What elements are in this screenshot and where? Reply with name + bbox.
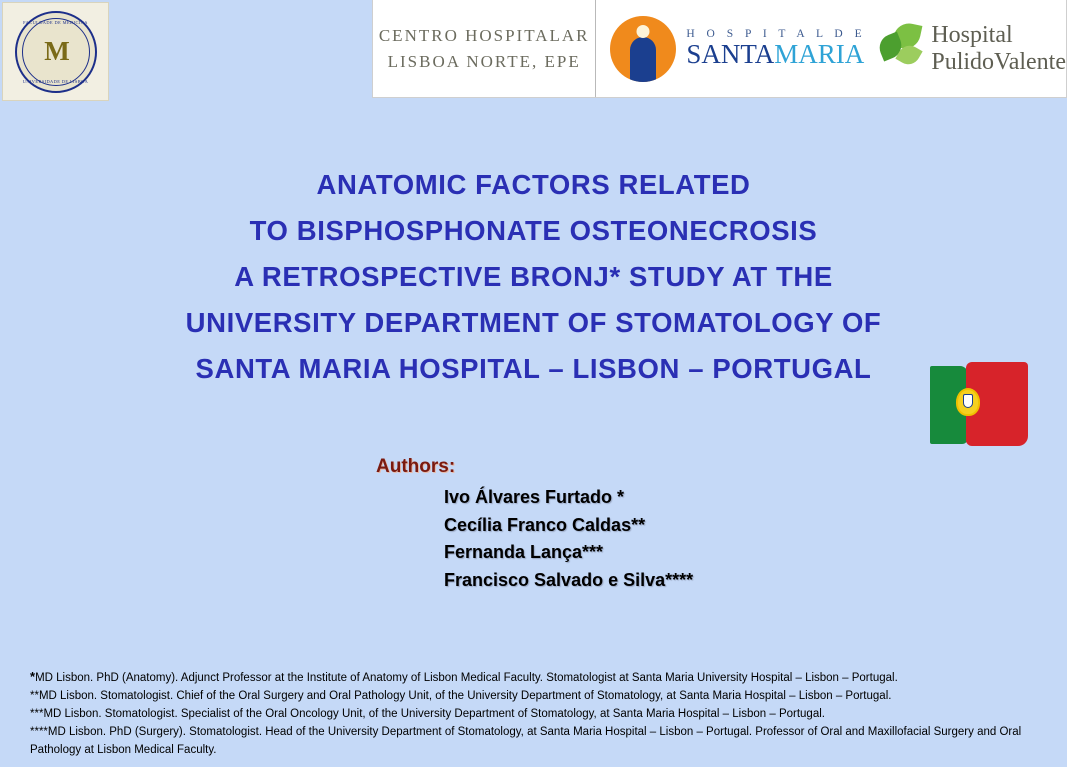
header-logos-band [0,0,1067,103]
footnote-1-marker: * [30,669,36,684]
centro-hospitalar-lisboa-norte-logo [373,0,596,97]
title-line-4: UNIVERSITY DEPARTMENT OF STOMATOLOGY OF [185,307,882,338]
footnote-3 [30,705,1050,723]
emblem-figure-shape [630,37,656,82]
portugal-flag-icon [930,362,1028,450]
maria-word: MARIA [774,39,865,70]
flag-armillary-shield [956,388,980,416]
footnote-4-text: MD Lisbon. PhD (Surgery). Stomatologist. Head of the University Department of Stomatology, at Santa Maria Hospital – Lisbon – Portugal. Professor of Oral and Maxillofacial Surgery and Oral Pathology at Lisbon Medical Faculty. [30,726,1022,756]
authors-label: Authors: [376,456,456,477]
footnote-3-text: MD Lisbon. Stomatologist. Specialist of the Oral Oncology Unit, of the University Department of Stomatology, at Santa Maria Hospital – Lisbon – Portugal. [43,708,825,720]
author-name-1: Ivo Álvares Furtado * [444,487,625,507]
chln-line2: LISBOA NORTE, EPE [387,51,581,71]
authors-list [444,484,693,594]
footnotes-block [30,668,1050,759]
footnote-2 [30,687,1050,705]
santa-maria-name [686,40,866,68]
faculty-seal-icon [15,11,97,93]
pulido-valente-line1: Hospital [931,21,1013,48]
author-name-4: Francisco Salvado e Silva**** [444,569,694,590]
santa-word: SANTA [686,39,775,70]
footnote-1 [30,668,1050,687]
hospital-pulido-valente-logo [869,0,1066,97]
pulido-valente-line2: PulidoValente [931,48,1066,75]
slide-title [0,162,1067,392]
title-line-2: TO BISPHOSPHONATE OSTEONECROSIS [249,215,818,246]
pulido-valente-wordmark [931,22,1066,76]
faculdade-de-medicina-logo [2,2,109,101]
footnote-3-marker: *** [30,708,44,720]
footnote-2-marker: ** [30,690,39,702]
footnote-4-marker: **** [30,726,48,738]
flag-shield-inner [963,394,973,408]
title-line-3: A RETROSPECTIVE BRONJ* STUDY AT THE [234,261,833,292]
seal-monogram: M [44,36,67,66]
santa-maria-wordmark [686,28,866,68]
footnote-2-text: MD Lisbon. Stomatologist. Chief of the Oral Surgery and Oral Pathology Unit, of the University Department of Stomatology, at Santa Maria Hospital – Lisbon – Portugal. [38,690,892,702]
chln-line1: CENTRO HOSPITALAR [378,26,590,45]
seal-arc-top-text: FACULDADE DE MEDICINA [23,19,88,25]
leaves-icon [877,23,927,75]
santa-maria-top-text: H O S P I T A L D E [686,28,867,41]
author-name-2: Cecília Franco Caldas** [444,514,646,535]
title-line-1: ANATOMIC FACTORS RELATED [316,169,751,200]
author-name-3: Fernanda Lança*** [444,542,604,562]
hospital-santa-maria-logo [596,0,869,97]
emblem-head-shape [637,25,650,38]
seal-arc-bottom-text: UNIVERSIDADE DE LISBOA [22,78,89,84]
santa-maria-emblem-icon [610,16,676,82]
footnote-1-text: MD Lisbon. PhD (Anatomy). Adjunct Professor at the Institute of Anatomy of Lisbon Medical Faculty. Stomatologist at Santa Maria University Hospital – Lisbon – Portugal. [35,672,898,684]
hospital-logos-strip [372,0,1067,98]
footnote-4 [30,723,1050,759]
title-line-5: SANTA MARIA HOSPITAL – LISBON – PORTUGAL [195,353,872,384]
